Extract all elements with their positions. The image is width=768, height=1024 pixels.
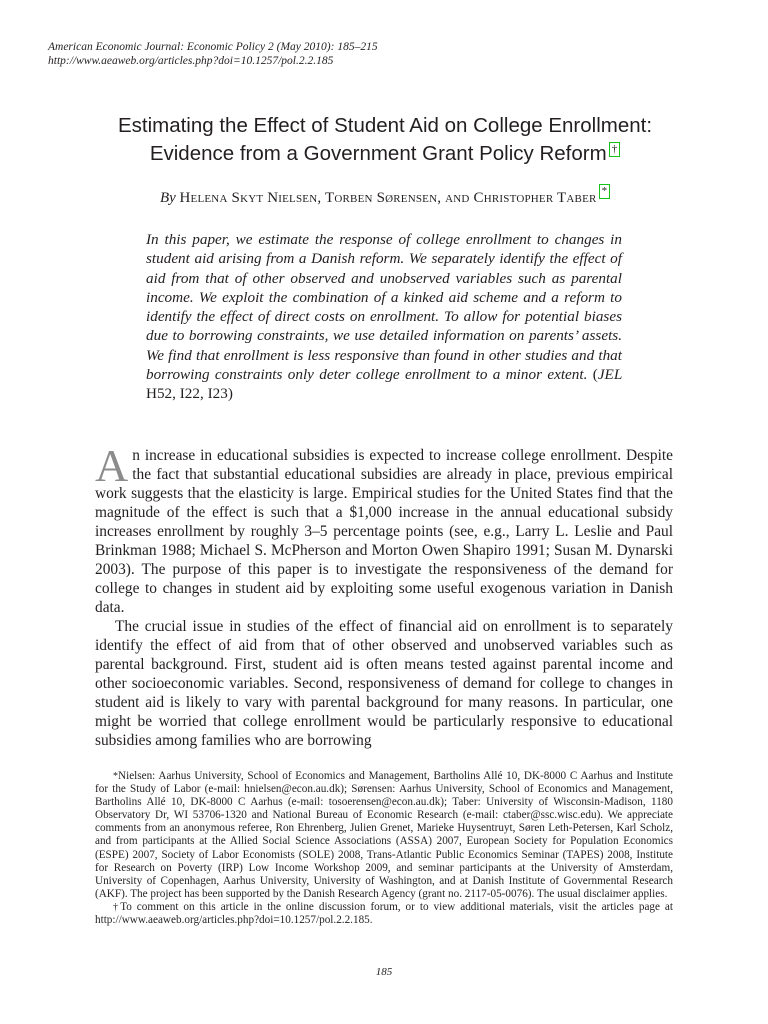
abstract — [146, 230, 622, 404]
article-title — [40, 112, 730, 168]
journal-citation: American Economic Journal: Economic Policy 2 (May 2010): 185–215 — [48, 41, 378, 53]
article-body — [95, 440, 673, 750]
title-line-1: Estimating the Effect of Student Aid on College Enrollment: — [117, 114, 653, 137]
author-line — [40, 184, 730, 208]
paragraph-2: The crucial issue in studies of the effect of financial aid on enrollment is to separately identify the effect of aid from that of other observed and unobserved variables such as parental background. First, student aid is often means tested against parental income and other socioeconomic variables. Second, responsiveness of demand for college to changes in student aid is likely to vary with parental background for many reasons. In particular, one might be worried that college enrollment would be particularly responsive to educational subsidies among families who are borrowing — [95, 618, 673, 749]
footnote-dagger-mark: † — [113, 901, 121, 913]
jel-open: ( — [592, 366, 598, 384]
author-names: Helena Skyt Nielsen, Torben Sørensen, and Christopher Taber — [179, 190, 597, 206]
footnote-star — [95, 770, 673, 901]
abstract-text: In this paper, we estimate the response of college enrollment to changes in student aid arising from a Danish reform. We separately identify the effect of aid from that of other observed and unobserved variables such as parental income. We exploit the combination of a kinked aid scheme and a reform to identify the effect of direct costs on enrollment. To allow for potential biases due to borrowing constraints, we use detailed information on parents’ assets. We find that enrollment is less responsive than found in other studies and that borrowing constraints only deter college enrollment to a minor extent. — [146, 231, 622, 384]
doi-link[interactable]: http://www.aeaweb.org/articles.php?doi=10.1257/pol.2.2.185 — [48, 55, 334, 67]
footnotes — [95, 770, 673, 927]
star-footnote-link[interactable]: * — [599, 184, 611, 199]
paragraph-1-text: n increase in educational subsidies is expected to increase college enrollment. Despite the fact that substantial educational subsidies are already in place, previous empirical work suggests that the elasticity is large. Empirical studies for the United States find that the magnitude of the effect is such that a $1,000 increase in the annual educational subsidy increases enrollment by roughly 3–5 percentage points (see, e.g., Larry L. Leslie and Paul Brinkman 1988; Michael S. McPherson and Morton Owen Shapiro 1991; Susan M. Dynarski 2003). The purpose of this paper is to investigate the responsiveness of the demand for college to changes in student aid by exploiting some useful exogenous variation in Danish data. — [95, 447, 673, 616]
footnote-dagger — [95, 901, 673, 927]
by-label: By — [159, 190, 176, 206]
jel-label: JEL — [597, 366, 623, 384]
title-line-2-text: Evidence from a Government Grant Policy Reform — [149, 142, 607, 165]
paragraph-1 — [95, 440, 673, 617]
footnote-star-text: Nielsen: Aarhus University, School of Economics and Management, Bartholins Allé 10, DK-8000 C Aarhus and Institute for the Study of Labor (e-mail: hnielsen@econ.au.dk); Sørensen: Aarhus University, School of Economics and Management, Bartholins Allé 10, DK-8000 C Aarhus (e-mail: tosoerensen@econ.au.dk); Taber: University of Wisconsin-Madison, 1180 Observatory Dr, WI 53706-1320 and National Bureau of Economic Research (e-mail: ctaber@ssc.wisc.edu). We appreciate comments from an anonymous referee, Ron Ehrenberg, Julien Grenet, Marieke Huysentruyt, Søren Leth-Petersen, Karl Scholz, and from participants at the Allied Social Science Associations (ASSA) 2007, European Society for Population Economics (ESPE) 2007, Society of Labor Economists (SOLE) 2008, Trans-Atlantic Public Economics Seminar (TAPES) 2008, Institute for Research on Poverty (IRP) Low Income Workshop 2009, and seminar participants at the University of Amsterdam, University of Copenhagen, Aarhus University, University of Washington, and at Danish Institute of Governmental Research (AKF). The project has been supported by the Danish Research Agency (grant no. 2117-05-0076). The usual disclaimer applies. — [95, 770, 673, 900]
drop-cap: A — [95, 440, 129, 491]
running-header — [48, 40, 378, 68]
footnote-star-mark: * — [113, 771, 118, 782]
dagger-footnote-link[interactable]: † — [609, 142, 621, 157]
title-line-2 — [40, 140, 730, 168]
jel-codes: H52, I22, I23) — [146, 385, 233, 403]
footnote-dagger-text: To comment on this article in the online discussion forum, or to view additional materials, visit the articles page at http://www.aeaweb.org/articles.php?doi=10.1257/pol.2.2.185. — [95, 900, 674, 927]
page-number: 185 — [375, 966, 393, 978]
